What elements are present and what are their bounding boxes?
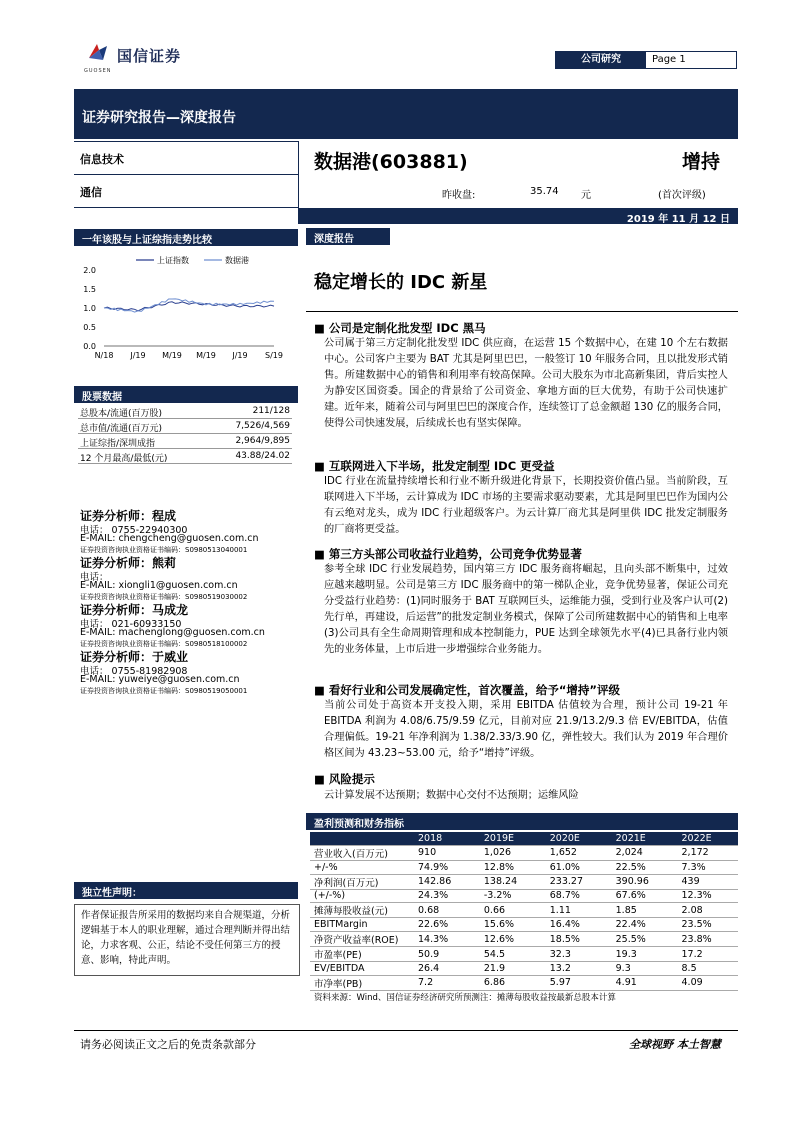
table-cell: 390.96	[615, 876, 649, 888]
stock-row	[78, 435, 292, 449]
section-heading: ■ 公司是定制化批发型 IDC 黑马	[314, 321, 486, 335]
y-tick-label: 0.0	[83, 342, 96, 351]
chart-header	[74, 229, 298, 246]
stock-row	[78, 420, 292, 434]
date-bar	[298, 208, 738, 224]
section-heading: ■ 互联网进入下半场，批发定制型 IDC 更受益	[314, 459, 555, 473]
table-cell: 0.66	[483, 904, 506, 916]
analyst-license: 证券投资咨询执业资格证书编码：S0980518100002	[80, 640, 248, 648]
forecast-header	[306, 813, 738, 830]
stock-row-label: 上证综指/深圳成指	[80, 439, 156, 449]
rating: 增持	[682, 151, 721, 173]
close-label: 昨收盘:	[442, 190, 476, 201]
section-heading: ■ 看好行业和公司发展确定性，首次覆盖，给予“增持”评级	[314, 683, 620, 697]
table-cell: 2019E	[480, 832, 546, 845]
analyst-email: E-MAIL: yuweiye@guosen.com.cn	[80, 674, 240, 685]
table-cell: 5.97	[549, 977, 571, 989]
x-tick-label: M/19	[162, 351, 182, 360]
deep-report-label: 深度报告	[314, 234, 354, 245]
deep-report-tag	[306, 228, 390, 245]
table-cell: 2021E	[612, 832, 678, 845]
table-cell: 74.9%	[418, 861, 449, 873]
table-cell: 9.3	[615, 963, 631, 975]
analyst-email: E-MAIL: machenglong@guosen.com.cn	[80, 627, 265, 638]
table-row-label: 市净率(PB)	[314, 978, 363, 990]
table-header-row	[310, 832, 738, 845]
table-row-label: 净利润(百万元)	[314, 877, 379, 889]
title-underline	[306, 311, 738, 312]
table-cell: 12.3%	[681, 890, 712, 902]
table-cell: 17.2	[681, 948, 703, 960]
footer-divider	[74, 1030, 738, 1031]
close-unit: 元	[581, 190, 591, 201]
x-tick-label: J/19	[232, 351, 248, 360]
table-cell: 2018	[414, 832, 480, 845]
analyst-license: 证券投资咨询执业资格证书编码：S0980519050001	[80, 687, 248, 695]
y-tick-label: 1.0	[83, 304, 96, 313]
x-tick-label: S/19	[265, 351, 283, 360]
analyst-phone: 电话： 021-60933150	[80, 619, 182, 630]
chart-title: 一年该股与上证综指走势比较	[82, 235, 212, 246]
table-cell: 1.85	[615, 904, 637, 916]
stock-name: 数据港(603881)	[314, 151, 468, 173]
table-cell: 4.91	[615, 977, 637, 989]
forecast-note: 资料来源：Wind、国信证券经济研究所预测注：摊薄每股收益按最新总股本计算	[314, 993, 616, 1003]
category-tag	[555, 51, 737, 69]
table-cell: 8.5	[681, 963, 697, 975]
table-cell: 54.5	[483, 948, 506, 960]
stock-row-label: 总股本/流通(百万股)	[80, 409, 163, 419]
table-cell: 67.6%	[615, 890, 646, 902]
section-text: 当前公司处于高资本开支投入期，采用 EBITDA 估值较为合理，预计公司 19-21 年 EBITDA 利润为 4.08/6.75/9.59 亿元，目前对应 21.9/13.2/9.3 倍 EV/EBITDA，估值合理偏低。19-21 年净利润为 1.38/2.33/3.90 亿，弹性较大。我们认为 2019 年合理价格区间为 43.23~53.00 元，给予“增持”评级。	[324, 700, 728, 759]
table-row	[310, 903, 738, 918]
table-cell: 2,024	[615, 847, 643, 859]
analyst-name: 证券分析师：于威业	[80, 650, 189, 664]
analyst-name: 证券分析师：程成	[80, 509, 177, 523]
footer-disclaimer: 请务必阅读正文之后的免责条款部分	[80, 1038, 256, 1051]
table-cell: 68.7%	[549, 890, 580, 902]
section-text: 公司属于第三方定制化批发型 IDC 供应商，在运营 15 个数据中心，在建 10 个左右数据中心。公司客户主要为 BAT 尤其是阿里巴巴，一般签订 10 年服务合同，且以批发形式销售。所建数据中心的销售和利用率有较高保障。公司大股东为市北高新集团，背后实控人为静安区国资委。国企的背景给了公司资金、拿地方面的巨大优势，有助于公司快速扩建。近年来，随着公司与阿里巴巴的深度合作，连续签订了总金额超 130 亿的服务合同，使得公司快速发展，后续成长也有坚实保障。	[324, 338, 728, 429]
table-cell: 439	[681, 876, 700, 888]
trend-chart	[74, 250, 298, 370]
table-cell: 32.3	[549, 948, 571, 960]
analyst-email: E-MAIL: xiongli1@guosen.com.cn	[80, 580, 238, 591]
x-tick-label: J/19	[130, 351, 146, 360]
category-label: 公司研究	[556, 52, 646, 68]
y-tick-label: 0.5	[83, 323, 96, 332]
industry-bottom-line	[74, 207, 298, 208]
stock-data-title: 股票数据	[82, 392, 122, 403]
guosen-logo-icon	[85, 40, 111, 66]
close-value: 35.74	[530, 186, 559, 197]
table-cell: 233.27	[549, 876, 583, 888]
brand-name-en: GUOSEN	[84, 68, 112, 74]
table-cell: -3.2%	[483, 890, 512, 902]
table-cell: 7.3%	[681, 861, 706, 873]
stock-row-label: 12 个月最高/最低(元)	[80, 454, 168, 464]
main-title: 稳定增长的 IDC 新星	[314, 272, 488, 293]
analyst-email: E-MAIL: chengcheng@guosen.com.cn	[80, 533, 259, 544]
table-cell: 12.8%	[483, 861, 515, 873]
series-line-2	[104, 299, 274, 312]
report-type-banner	[74, 89, 738, 139]
table-cell: 18.5%	[549, 933, 580, 945]
table-cell: 16.4%	[549, 919, 580, 931]
forecast-table	[310, 832, 738, 991]
first-rating: (首次评级)	[658, 190, 706, 201]
table-cell: 2.08	[681, 904, 703, 916]
table-cell: 50.9	[418, 948, 440, 960]
analyst-license: 证券投资咨询执业资格证书编码：S0980513040001	[80, 546, 248, 554]
table-row	[310, 932, 738, 947]
table-cell: 26.4	[418, 963, 440, 975]
analyst-name: 证券分析师：熊莉	[80, 556, 177, 570]
brand-name: 国信证券	[117, 47, 182, 65]
table-cell: 2,172	[681, 847, 709, 859]
table-cell: 15.6%	[483, 919, 515, 931]
table-cell: 1,652	[549, 847, 577, 859]
section-text: 云计算发展不达预期；数据中心交付不达预期；运维风险	[324, 790, 579, 801]
table-row-label: (+/-%)	[314, 890, 346, 902]
industry-divider	[74, 174, 298, 175]
stock-row-value: 7,526/4,569	[235, 421, 290, 431]
stock-row-label: 总市值/流通(百万元)	[80, 424, 163, 434]
table-cell: 138.24	[483, 876, 518, 888]
table-cell: 2022E	[678, 832, 739, 845]
table-cell: 61.0%	[549, 861, 580, 873]
table-cell: 1,026	[483, 847, 512, 859]
disclaimer-text: 作者保证报告所采用的数据均来自合规渠道，分析逻辑基于本人的职业理解，通过合理判断并得出结论，力求客观、公正，结论不受任何第三方的授意、影响，特此声明。	[81, 910, 291, 966]
section-heading: ■ 第三方头部公司收益行业趋势，公司竞争优势显著	[314, 547, 582, 561]
table-cell: 13.2	[549, 963, 571, 975]
table-row	[310, 962, 738, 976]
table-row-label: 摊薄每股收益(元)	[314, 906, 388, 918]
disclaimer-header	[74, 882, 298, 899]
table-row	[310, 860, 738, 874]
table-cell: 142.86	[418, 876, 452, 888]
table-row	[310, 874, 738, 889]
table-cell: 7.2	[418, 977, 434, 989]
table-cell: 6.86	[483, 977, 506, 989]
table-cell: 4.09	[681, 977, 703, 989]
table-cell: 23.5%	[681, 919, 712, 931]
footer-slogan: 全球视野 本土智慧	[629, 1038, 721, 1051]
table-cell: 0.68	[418, 904, 440, 916]
table-cell: 1.11	[549, 904, 571, 916]
table-row-label: 营业收入(百万元)	[314, 848, 388, 860]
table-cell: 22.5%	[615, 861, 646, 873]
analyst-phone: 电话： 0755-22940300	[80, 525, 188, 536]
table-cell: 19.3	[615, 948, 637, 960]
section-text: IDC 行业在流量持续增长和行业不断升级进化背景下，长期投资价值凸显。当前阶段，互联网进入下半场，云计算成为 IDC 市场的主要需求驱动要素，尤其是阿里巴巴作为国内公有云绝对龙头，成为 IDC 行业超级客户。为云计算厂商尤其是阿里供 IDC 批发定制服务的厂商将更受益。	[324, 476, 728, 535]
stock-row-value: 43.88/24.02	[235, 451, 290, 461]
legend-label-1: 上证指数	[157, 256, 189, 265]
table-cell: 14.3%	[418, 933, 449, 945]
industry-top-line	[74, 141, 298, 142]
report-type: 证券研究报告—深度报告	[82, 110, 236, 126]
table-row-label: 净资产收益率(ROE)	[314, 935, 399, 947]
table-cell: 24.3%	[418, 890, 449, 902]
y-tick-label: 2.0	[83, 266, 96, 275]
legend-label-2: 数据港	[225, 256, 249, 265]
analyst-phone: 电话：	[80, 572, 109, 583]
section-text: 参考全球 IDC 行业发展趋势，国内第三方 IDC 服务商将崛起，且向头部不断集中，过效应越来越明显。公司是第三方 IDC 服务商中的第一梯队企业，竞争优势显著，保证公司充分受益行业趋势：(1)同时服务于 BAT 互联网巨头，运维能力强，受到行业及客户认可(2)先行单，再建设，后运营”的批发定制业务模式，保障了公司所建数据中心的销售和上电率(3)公司具有全生命周期管理和成本控制能力，PUE 达到全球领先水平(4)已具备行业内领先的业务体量，上市后进一步增强综合业务能力。	[324, 564, 728, 655]
stock-data-header	[74, 386, 298, 403]
industry-primary: 信息技术	[80, 153, 124, 166]
page-label: Page 1	[652, 54, 686, 65]
table-row-label: EV/EBITDA	[314, 963, 365, 975]
table-cell: 25.5%	[615, 933, 646, 945]
table-cell: 23.8%	[681, 933, 712, 945]
stock-row	[78, 405, 292, 419]
table-row	[310, 947, 738, 962]
table-cell: 22.4%	[615, 919, 646, 931]
industry-secondary: 通信	[80, 186, 102, 199]
analyst-license: 证券投资咨询执业资格证书编码：S0980519030002	[80, 593, 248, 601]
forecast-title: 盈利预测和财务指标	[314, 819, 404, 830]
stock-row-value: 2,964/9,895	[235, 436, 290, 446]
stock-row-value: 211/128	[252, 406, 290, 416]
section-heading: ■ 风险提示	[314, 772, 375, 786]
report-date: 2019 年 11 月 12 日	[626, 214, 730, 225]
table-row	[310, 918, 738, 932]
table-cell: 2020E	[546, 832, 612, 845]
x-tick-label: M/19	[196, 351, 216, 360]
table-row	[310, 889, 738, 903]
table-row	[310, 845, 738, 860]
table-cell: 22.6%	[418, 919, 449, 931]
disclaimer-title: 独立性声明：	[82, 888, 142, 899]
analyst-phone: 电话： 0755-81982908	[80, 666, 188, 677]
table-row-label	[310, 832, 414, 845]
analyst-name: 证券分析师：马成龙	[80, 603, 189, 617]
stock-row	[78, 450, 292, 464]
info-vertical-divider	[298, 141, 299, 208]
table-cell: 21.9	[483, 963, 506, 975]
x-tick-label: N/18	[94, 351, 114, 360]
table-cell: 12.6%	[483, 933, 515, 945]
table-row	[310, 975, 738, 990]
table-row-label: EBITMargin	[314, 919, 368, 931]
y-tick-label: 1.5	[83, 285, 96, 294]
table-row-label: 市盈率(PE)	[314, 950, 362, 962]
table-row-label: +/-%	[314, 861, 338, 873]
table-cell: 910	[418, 847, 437, 859]
